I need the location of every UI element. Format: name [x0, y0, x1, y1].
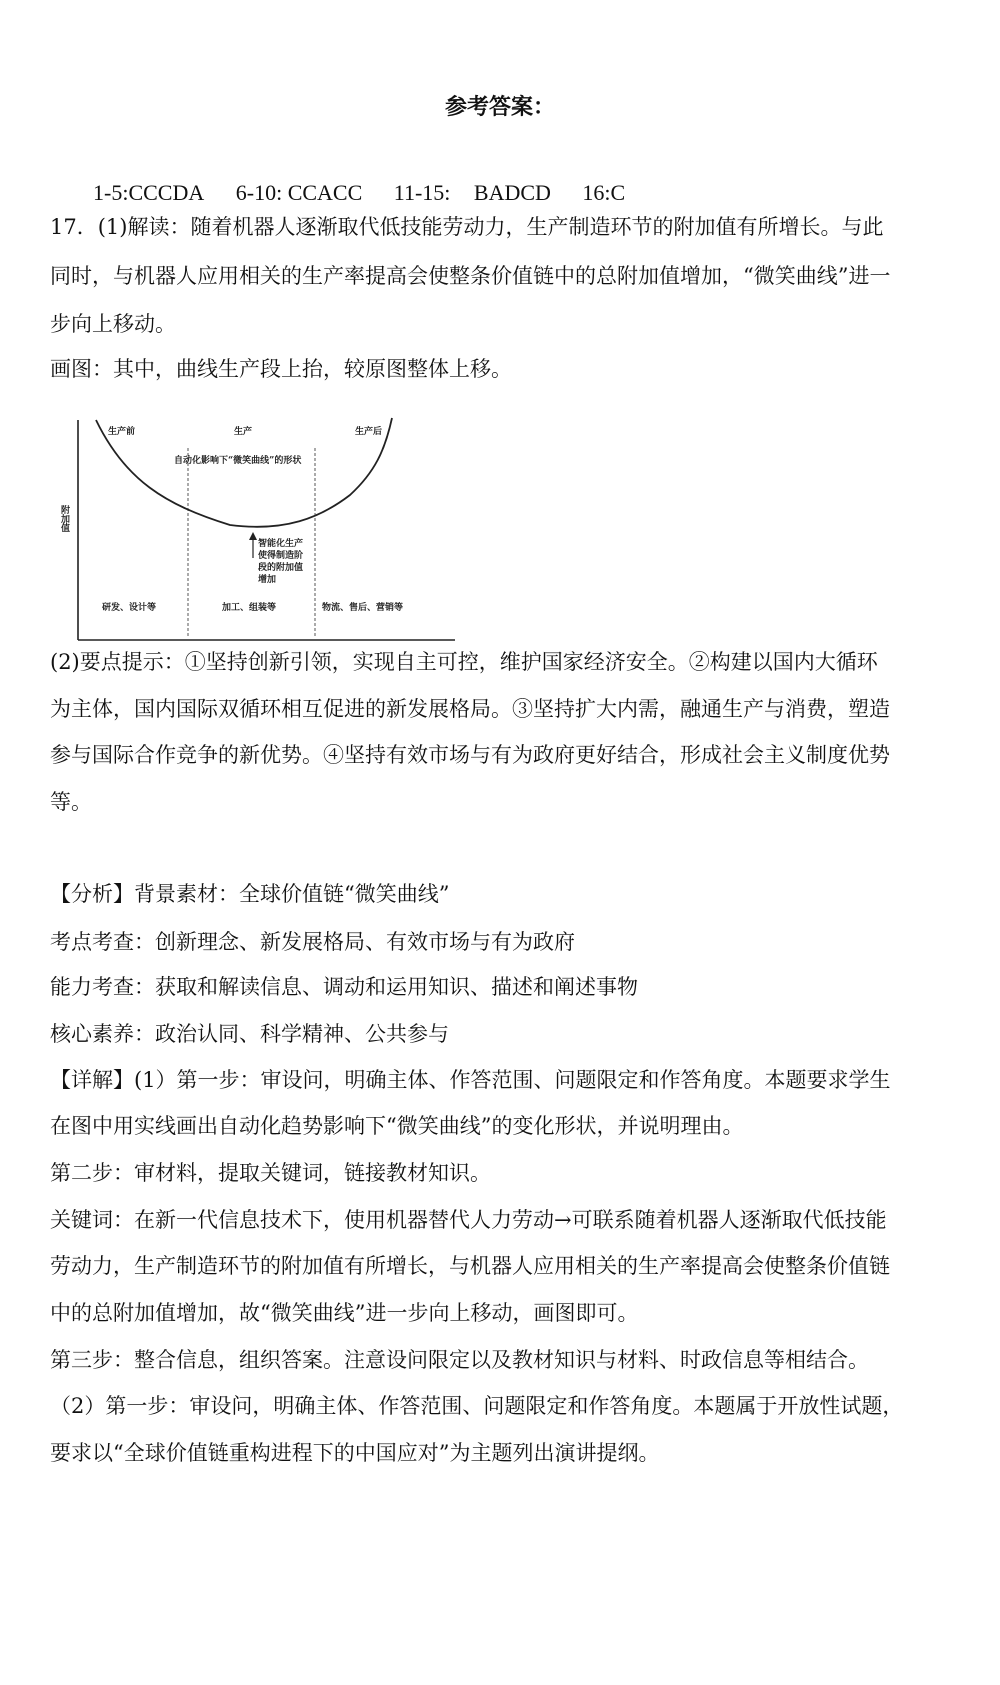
x-label-mid: 加工、组装等: [222, 603, 277, 613]
smile-curve-figure: [59, 420, 460, 665]
detail-line: 关键词：在新一代信息技术下，使用机器替代人力劳动→可联系随着机器人逐渐取代低技能: [50, 1208, 887, 1232]
q17-2-line: (2)要点提示：①坚持创新引领，实现自主可控，维护国家经济安全。②构建以国内大循环: [50, 650, 878, 674]
x-label-right: 物流、售后、营销等: [322, 603, 404, 613]
answer-group-3-value: BADCD: [473, 180, 551, 205]
stage-before-label: 生产前: [108, 427, 136, 437]
x-label-left: 研发、设计等: [102, 603, 157, 613]
answer-group-3-label: 11-15:: [393, 180, 451, 205]
analysis-line: 核心素养：政治认同、科学精神、公共参与: [50, 1022, 449, 1046]
detail-line: （2）第一步：审设问，明确主体、作答范围、问题限定和作答角度。本题属于开放性试题，: [50, 1394, 904, 1418]
answer-group-1: 1-5:CCCDA: [93, 180, 205, 205]
y-axis-label: 附加值: [59, 505, 69, 532]
detail-line: 中的总附加值增加，故“微笑曲线”进一步向上移动，画图即可。: [50, 1301, 639, 1325]
analysis-line: 考点考查：创新理念、新发展格局、有效市场与有为政府: [50, 930, 575, 954]
note-line: 使得制造阶: [258, 551, 304, 561]
q17-2-line: 等。: [50, 790, 92, 814]
q17-paragraph-line: 同时，与机器人应用相关的生产率提高会使整条价值链中的总附加值增加，“微笑曲线”进一: [50, 264, 891, 288]
arrow-head-icon: [249, 532, 257, 540]
detail-line: 第二步：审材料，提取关键词，链接教材知识。: [50, 1161, 491, 1185]
answer-group-2: 6-10: CCACC: [235, 180, 363, 205]
detail-line: 要求以“全球价值链重构进程下的中国应对”为主题列出演讲提纲。: [50, 1441, 660, 1465]
detail-line: 劳动力，生产制造环节的附加值有所增长，与机器人应用相关的生产率提高会使整条价值链: [50, 1254, 890, 1278]
stage-production-label: 生产: [234, 427, 253, 437]
detail-line: 第三步：整合信息，组织答案。注意设问限定以及教材知识与材料、时政信息等相结合。: [50, 1348, 869, 1372]
q17-2-line: 参与国际合作竞争的新优势。④坚持有效市场与有为政府更好结合，形成社会主义制度优势: [50, 743, 890, 767]
note-line: 段的附加值: [258, 563, 304, 573]
q17-2-line: 为主体，国内国际双循环相互促进的新发展格局。③坚持扩大内需，融通生产与消费，塑造: [50, 697, 890, 721]
note-line: 增加: [258, 575, 277, 585]
answer-group-4: 16:C: [582, 180, 626, 205]
stage-after-label: 生产后: [355, 427, 383, 437]
q17-paragraph-line: 步向上移动。: [50, 312, 176, 336]
analysis-line: 【分析】背景素材：全球价值链“微笑曲线”: [50, 882, 450, 906]
detail-line: 【详解】(1）第一步：审设问，明确主体、作答范围、问题限定和作答角度。本题要求学生: [50, 1068, 891, 1092]
note-line: 智能化生产: [258, 539, 304, 549]
answer-key: [93, 180, 651, 206]
page-title: 参考答案：: [444, 94, 555, 120]
q17-drawing-note: 画图：其中，曲线生产段上抬，较原图整体上移。: [50, 357, 512, 381]
figure-caption: 自动化影响下“微笑曲线”的形状: [174, 456, 302, 466]
analysis-line: 能力考查：获取和解读信息、调动和运用知识、描述和阐述事物: [50, 975, 638, 999]
q17-paragraph-line: 17．(1)解读：随着机器人逐渐取代低技能劳动力，生产制造环节的附加值有所增长。与此: [50, 215, 884, 239]
detail-line: 在图中用实线画出自动化趋势影响下“微笑曲线”的变化形状，并说明理由。: [50, 1114, 744, 1138]
